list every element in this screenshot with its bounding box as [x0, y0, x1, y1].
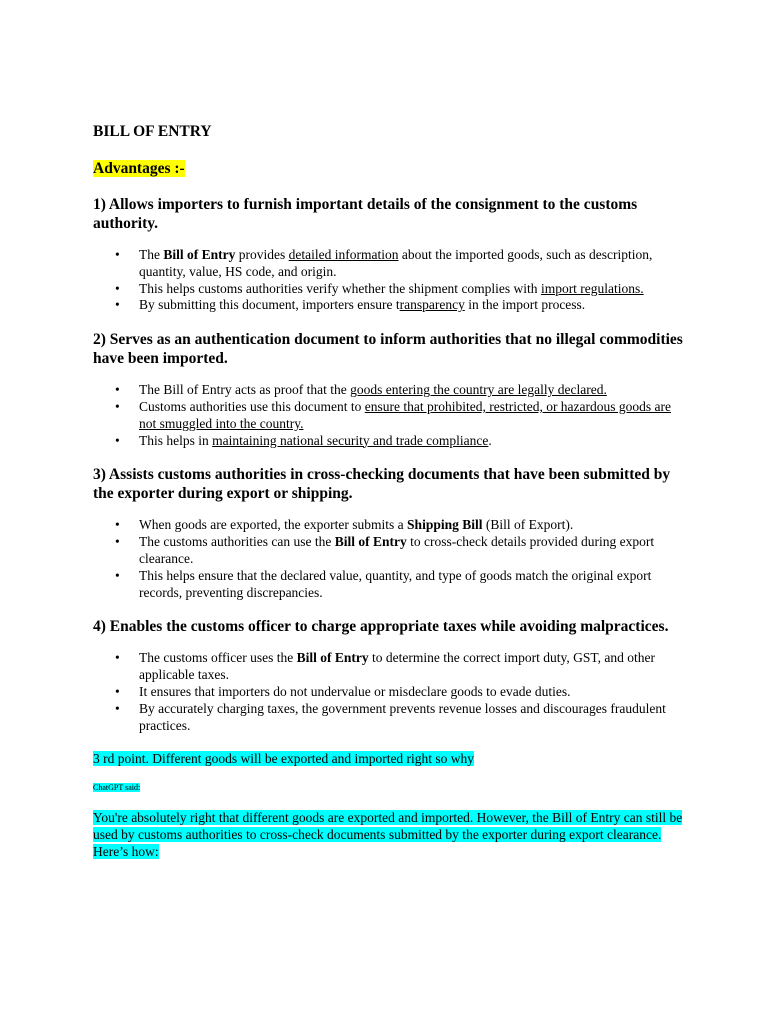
bullet-list — [93, 247, 683, 314]
text-run: in the import process. — [464, 297, 586, 313]
list-item — [115, 683, 683, 701]
answer-text: You're absolutely right that different goods are exported and imported. However, the Bill of Entry can still be used by customs authorities to cross-check documents submitted by the exporter during export clearance. Here’s how: — [93, 810, 683, 860]
list-item — [115, 297, 683, 314]
text-run: to cross-check details provided during export clearance. — [139, 534, 655, 566]
list-item — [115, 398, 683, 433]
section-heading: 3) Assists customs authorities in cross-checking documents that have been submitted by the exporter during export or shipping. — [93, 466, 671, 503]
chatgpt-said-label — [93, 783, 683, 793]
chatgpt-said-text: ChatGPT said: — [93, 783, 141, 793]
bullet-list — [93, 382, 683, 449]
bullet-icon: • — [115, 247, 120, 262]
list-item — [115, 280, 683, 298]
bullet-icon: • — [115, 700, 120, 716]
bold-text: Bill of Entry — [163, 247, 236, 262]
bold-text: Shipping Bill — [407, 517, 483, 533]
list-item — [115, 650, 683, 684]
section-heading: 1) Allows importers to furnish important details of the consignment to the customs authority. — [93, 196, 638, 232]
text-run: The customs officer uses the — [139, 650, 297, 666]
text-run: . — [488, 432, 492, 448]
underlined-text: ensure that prohibited, restricted, or hazardous goods are not smuggled into the country. — [139, 398, 672, 431]
text-run: By submitting this document, importers ensure t — [139, 297, 400, 313]
bullet-icon: • — [115, 683, 120, 699]
text-run: The — [139, 247, 164, 262]
document-body — [93, 122, 683, 860]
underlined-text: detailed information — [288, 247, 399, 262]
section — [93, 465, 683, 601]
section — [93, 617, 683, 734]
list-item — [115, 517, 683, 534]
bullet-list — [93, 650, 683, 734]
section — [93, 330, 683, 449]
advantages-label: Advantages :- — [93, 160, 185, 177]
text-run: When goods are exported, the exporter submits a — [139, 517, 408, 533]
answer-paragraph — [93, 809, 683, 860]
text-run: It ensures that importers do not undervalue or misdeclare goods to evade duties. — [139, 683, 571, 699]
bold-text: Bill of Entry — [334, 534, 407, 550]
text-run: This helps customs authorities verify whether the shipment complies with — [139, 280, 541, 296]
underlined-text: import regulations. — [540, 280, 644, 296]
bold-text: Bill of Entry — [296, 650, 369, 666]
text-run: Customs authorities use this document to — [139, 398, 365, 414]
section-heading: 4) Enables the customs officer to charge appropriate taxes while avoiding malpractices. — [93, 618, 669, 636]
bullet-icon: • — [115, 517, 120, 533]
text-run: about the imported goods, such as description, quantity, value, HS code, and origin. — [139, 247, 653, 279]
list-item — [115, 700, 683, 735]
text-run: to determine the correct import duty, GST, and other applicable taxes. — [139, 650, 656, 683]
bullet-icon: • — [115, 567, 120, 583]
underlined-text: maintaining national security and trade compliance — [212, 432, 489, 448]
bullet-list — [93, 517, 683, 601]
list-item — [115, 382, 683, 399]
list-item — [115, 567, 683, 602]
document-title: BILL OF ENTRY — [93, 123, 212, 140]
bullet-icon: • — [115, 534, 120, 550]
underlined-text: ransparency — [399, 297, 465, 313]
advantages-heading — [93, 159, 683, 179]
text-run: The customs authorities can use the — [139, 534, 335, 550]
list-item — [115, 247, 683, 281]
section — [93, 195, 683, 314]
bullet-icon: • — [115, 297, 120, 313]
text-run: (Bill of Export). — [482, 517, 574, 533]
bullet-icon: • — [115, 650, 120, 666]
list-item — [115, 432, 683, 450]
text-run: This helps in — [139, 432, 213, 448]
text-run: provides — [235, 247, 289, 262]
text-run: By accurately charging taxes, the government prevents revenue losses and discourages fraudulent practices. — [139, 700, 666, 733]
bullet-icon: • — [115, 398, 120, 414]
underlined-text: goods entering the country are legally declared. — [350, 382, 607, 398]
bullet-icon: • — [115, 280, 120, 296]
list-item — [115, 534, 683, 568]
note-text: 3 rd point. Different goods will be exported and imported right so why — [93, 751, 475, 767]
section-heading: 2) Serves as an authentication document to inform authorities that no illegal commodities have been imported. — [93, 331, 683, 368]
bullet-icon: • — [115, 382, 120, 398]
note-paragraph — [93, 750, 683, 767]
text-run: The Bill of Entry acts as proof that the — [139, 382, 351, 398]
text-run: This helps ensure that the declared value, quantity, and type of goods match the original export records, preventing discrepancies. — [139, 567, 652, 600]
bullet-icon: • — [115, 432, 120, 448]
